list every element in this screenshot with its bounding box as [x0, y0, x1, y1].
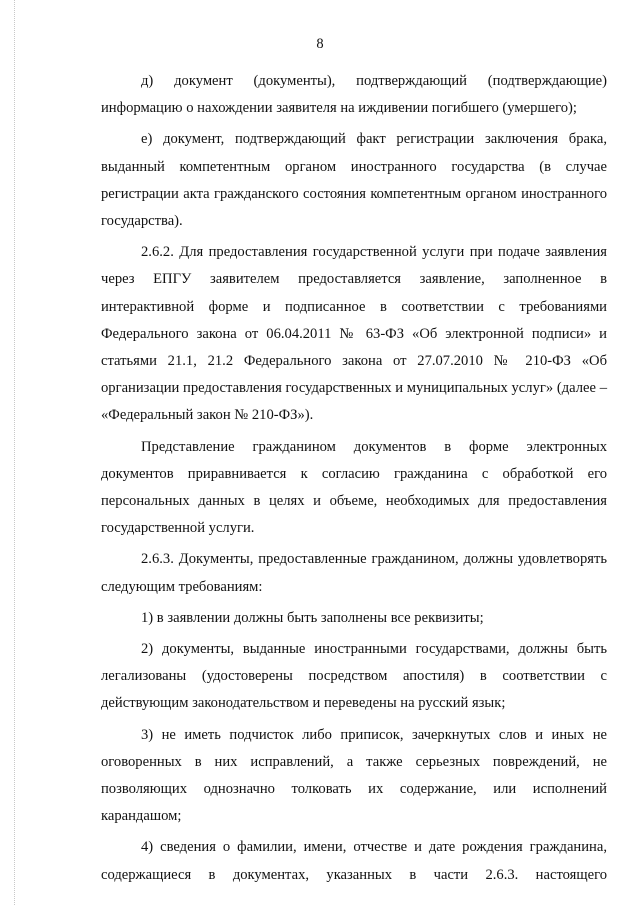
requirement-2: 2) документы, выданные иностранными государствами, должны быть легализованы (удостоверены посредством апостиля) в соответствии с действующим законодательством и переведены на русский язык;	[101, 641, 607, 712]
requirement-4: 4) сведения о фамилии, имени, отчестве и дате рождения гражданина, содержащиеся в документах, указанных в части 2.6.3. настоящего	[101, 839, 607, 883]
paragraph-2-6-3: 2.6.3. Документы, предоставленные гражданином, должны удовлетворять следующим требованиям:	[101, 551, 607, 595]
page-number: 8	[316, 36, 324, 52]
document-body	[101, 68, 607, 893]
requirement-1: 1) в заявлении должны быть заполнены все реквизиты;	[141, 609, 484, 626]
paragraph-2-6-2: 2.6.2. Для предоставления государственной услуги при подаче заявления через ЕПГУ заявителем предоставляется заявление, заполненное в интерактивной форме и подписанное в соответствии с требованиями Федерального закона от 06.04.2011 № 63-ФЗ «Об электронной подписи» и статьями 21.1, 21.2 Федерального закона от 27.07.2010 № 210-ФЗ «Об организации предоставления государственных и муниципальных услуг» (далее – «Федеральный закон № 210-ФЗ»).	[101, 244, 607, 424]
paragraph-item-e: е) документ, подтверждающий факт регистрации заключения брака, выданный компетентным органом иностранного государства (в случае регистрации акта гражданского состояния компетентным органом иностранного государства).	[101, 131, 607, 230]
requirement-3: 3) не иметь подчисток либо приписок, зачеркнутых слов и иных не оговоренных в них исправлений, а также серьезных повреждений, не позволяющих однозначно толковать их содержание, или исполнений карандашом;	[101, 726, 607, 825]
paragraph-item-d: д) документ (документы), подтверждающий (подтверждающие) информацию о нахождении заявителя на иждивении погибшего (умершего);	[101, 73, 607, 117]
binding-margin-line	[14, 0, 15, 905]
paragraph-electronic-docs: Представление гражданином документов в форме электронных документов приравнивается к согласию гражданина с обработкой его персональных данных в целях и объеме, необходимых для предоставления государственной услуги.	[101, 438, 607, 537]
